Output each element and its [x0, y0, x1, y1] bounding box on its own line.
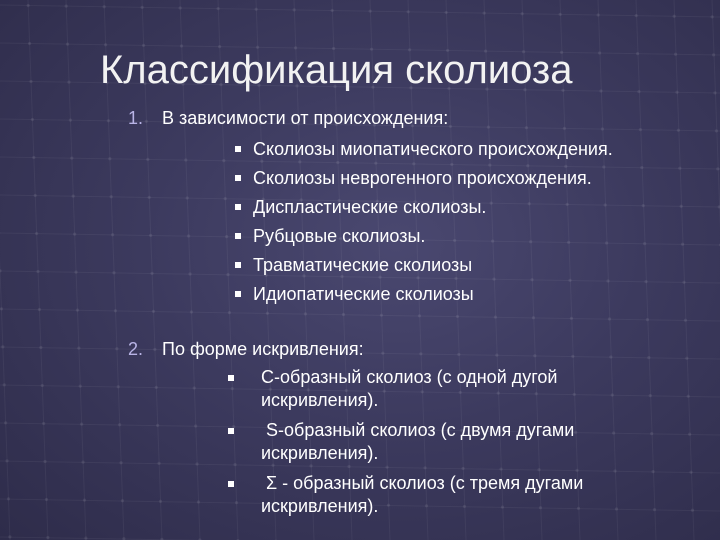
bullet-icon [235, 204, 241, 210]
list-number-2: 2. [128, 339, 144, 359]
list-item-1-label: В зависимости от происхождения: [162, 108, 449, 128]
bullet-icon [228, 375, 234, 381]
list-item-2-subitem-line2: искривления). [261, 443, 379, 463]
list-item-2-subitem-line1: Σ - образный сколиоз (с тремя дугами [261, 473, 584, 493]
list-item-1-subitem: Идиопатические сколиозы [253, 284, 474, 304]
list-item-1-subitem: Сколиозы неврогенного происхождения. [253, 168, 592, 188]
bullet-icon [235, 291, 241, 297]
list-item-1-subitem: Сколиозы миопатического происхождения. [253, 139, 613, 159]
list-item-2-subitem-line2: искривления). [261, 390, 379, 410]
bullet-icon [235, 262, 241, 268]
list-item-1-subitem: Рубцовые сколиозы. [253, 226, 426, 246]
list-item-2-subitem-line1: S-образный сколиоз (с двумя дугами [261, 420, 575, 440]
list-item-2-label: По форме искривления: [162, 339, 364, 359]
list-item-1-subitem: Травматические сколиозы [253, 255, 473, 275]
list-number-1: 1. [128, 108, 144, 128]
list-item-1-subitem: Диспластические сколиозы. [253, 197, 487, 217]
bullet-icon [235, 175, 241, 181]
slide-title: Классификация сколиоза [100, 48, 573, 92]
list-item-2-subitem-line2: искривления). [261, 496, 379, 516]
bullet-icon [235, 233, 241, 239]
bullet-icon [228, 428, 234, 434]
list-item-2-subitem-line1: С-образный сколиоз (с одной дугой [261, 367, 558, 387]
bullet-icon [228, 481, 234, 487]
bullet-icon [235, 146, 241, 152]
